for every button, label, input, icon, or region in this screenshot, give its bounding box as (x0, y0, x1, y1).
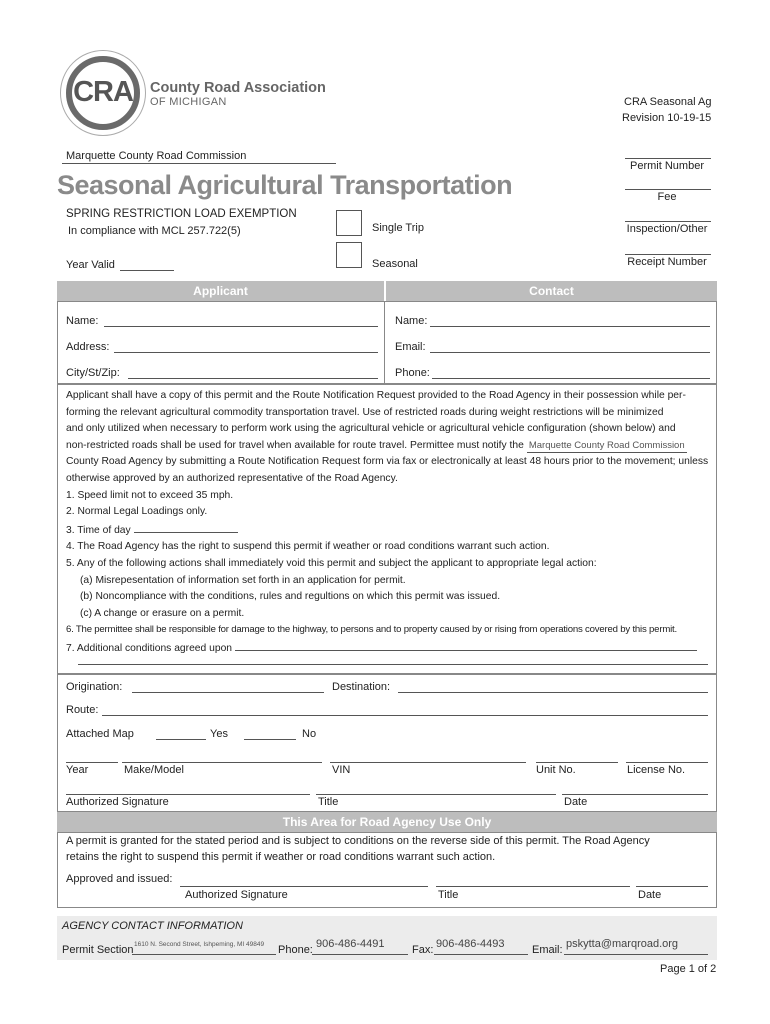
condition-item (66, 639, 716, 658)
applicant-address-label: Address: (66, 341, 110, 353)
make-model-field[interactable] (122, 762, 322, 763)
destination-label: Destination: (332, 681, 391, 693)
email-label: Email: (532, 944, 563, 956)
logo-text: CRA (73, 76, 133, 108)
form-revision: Revision 10-19-15 (622, 112, 712, 124)
year-field[interactable] (66, 762, 118, 763)
agency-signature-label: Authorized Signature (185, 889, 288, 901)
contact-name-field[interactable] (430, 326, 710, 327)
receipt-label: Receipt Number (627, 256, 707, 268)
title-label: Title (318, 796, 339, 808)
route-label: Route: (66, 704, 99, 716)
year-label: Year (66, 764, 89, 776)
column-divider (384, 301, 385, 384)
condition-item: 1. Speed limit not to exceed 35 mph. (66, 489, 234, 501)
condition-item-text: 3. Time of day (66, 524, 131, 536)
applicant-city-field[interactable] (128, 378, 378, 379)
applicant-contact-box (57, 301, 717, 384)
phone-value: 906-486-4491 (316, 938, 385, 950)
org-name: County Road Association (150, 80, 326, 96)
condition-item-text: 7. Additional conditions agreed upon (66, 642, 233, 654)
seasonal-checkbox[interactable] (336, 242, 362, 268)
permit-section-field[interactable] (132, 954, 276, 955)
condition-item: 5. Any of the following actions shall immediately void this permit and subject the applicant to appropriate legal action: (66, 557, 597, 569)
authorized-signature-label: Authorized Signature (66, 796, 169, 808)
subtitle: SPRING RESTRICTION LOAD EXEMPTION (66, 208, 297, 220)
unit-no-field[interactable] (536, 762, 618, 763)
time-of-day-field[interactable] (134, 521, 238, 533)
title-field[interactable] (316, 794, 556, 795)
applicant-heading: Applicant (57, 281, 384, 301)
terms-text (66, 388, 716, 658)
route-field[interactable] (102, 715, 708, 716)
agency-date-label: Date (638, 889, 662, 901)
fax-label: Fax: (412, 944, 434, 956)
condition-item: 4. The Road Agency has the right to suspend this permit if weather or road conditions warrant such action. (66, 541, 550, 553)
phone-field[interactable] (312, 954, 408, 955)
license-no-field[interactable] (626, 762, 708, 763)
make-model-label: Make/Model (124, 764, 184, 776)
fee-label: Fee (657, 191, 677, 203)
terms-line (66, 438, 716, 455)
terms-line: County Road Agency by submitting a Route Notification Request form via fax or electronically at least 48 hours prior to the movement; unless (66, 456, 709, 468)
authorized-signature-field[interactable] (66, 794, 310, 795)
condition-subitem: (a) Misrepesentation of information set forth in an application for permit. (80, 574, 406, 586)
additional-conditions-line-2[interactable] (78, 664, 708, 665)
contact-name-label: Name: (395, 315, 428, 327)
contact-heading: Contact (386, 281, 717, 301)
agency-signature-field[interactable] (180, 886, 428, 887)
map-no-label: No (302, 728, 317, 740)
fee-field[interactable] (625, 189, 711, 190)
year-valid-field[interactable] (120, 270, 174, 271)
condition-item: 6. The permittee shall be responsible for damage to the highway, to persons and to property caused by or rising from operations covered by this permit. (66, 624, 677, 636)
license-no-label: License No. (627, 764, 686, 776)
agency-use-text-1: A permit is granted for the stated period and is subject to conditions on the reverse side of this permit. The Road Agency (66, 835, 650, 847)
permit-number-label: Permit Number (630, 160, 704, 172)
permit-section-label: Permit Section (62, 944, 134, 956)
applicant-name-field[interactable] (104, 326, 378, 327)
seasonal-label: Seasonal (372, 258, 418, 270)
inspection-label: Inspection/Other (626, 223, 708, 235)
terms-line: and only utilized when necessary to perform work using the agricultural vehicle or agricultural vehicle configuration (shown below) and (66, 423, 676, 435)
email-value: pskytta@marqroad.org (566, 938, 679, 950)
condition-subitem: (b) Noncompliance with the conditions, rules and regultions on which this permit was issued. (80, 591, 501, 603)
terms-line: otherwise approved by an authorized representative of the Road Agency. (66, 472, 398, 484)
agency-title-field[interactable] (436, 886, 630, 887)
year-valid-label: Year Valid (66, 259, 115, 271)
vin-field[interactable] (330, 762, 526, 763)
contact-email-label: Email: (395, 341, 426, 353)
org-subtitle: OF MICHIGAN (150, 96, 227, 108)
single-trip-checkbox[interactable] (336, 210, 362, 236)
agency-use-text-2: retains the right to suspend this permit if weather or road conditions warrant such action. (66, 851, 496, 863)
map-no-field[interactable] (244, 739, 296, 740)
applicant-city-label: City/St/Zip: (66, 367, 120, 379)
contact-phone-field[interactable] (432, 378, 710, 379)
agency-use-heading: This Area for Road Agency Use Only (57, 812, 717, 832)
map-yes-field[interactable] (156, 739, 206, 740)
agency-title-label: Title (438, 889, 459, 901)
commission-name: Marquette County Road Commission (66, 150, 247, 162)
fax-value: 906-486-4493 (436, 938, 505, 950)
page-number: Page 1 of 2 (660, 963, 717, 975)
condition-item: 2. Normal Legal Loadings only. (66, 506, 208, 518)
terms-line: forming the relevant agricultural commodity transportation travel. Use of restricted roads during weight restrictions will be minimized (66, 406, 664, 418)
contact-phone-label: Phone: (395, 367, 430, 379)
origination-field[interactable] (132, 692, 324, 693)
additional-conditions-field[interactable] (235, 639, 697, 651)
fax-field[interactable] (434, 954, 528, 955)
agency-date-field[interactable] (636, 886, 708, 887)
unit-no-label: Unit No. (536, 764, 576, 776)
route-box (57, 674, 717, 812)
agency-contact-heading: AGENCY CONTACT INFORMATION (62, 920, 243, 932)
destination-field[interactable] (398, 692, 708, 693)
attached-map-label: Attached Map (66, 728, 134, 740)
condition-item (66, 521, 716, 540)
origination-label: Origination: (66, 681, 123, 693)
applicant-name-label: Name: (66, 315, 99, 327)
condition-subitem: (c) A change or erasure on a permit. (80, 607, 245, 619)
terms-line: Applicant shall have a copy of this permit and the Route Notification Request provided to the Road Agency in their possession while per- (66, 390, 686, 401)
single-trip-label: Single Trip (372, 222, 424, 234)
email-field[interactable] (564, 954, 708, 955)
inspection-field[interactable] (625, 221, 711, 222)
page-title: Seasonal Agricultural Transportation (57, 170, 513, 200)
notify-agency-field[interactable]: Marquette County Road Commission (527, 439, 687, 453)
permit-section-address: 1610 N. Second Street, Ishpeming, MI 49849 (134, 941, 265, 948)
receipt-field[interactable] (625, 254, 711, 255)
vin-label: VIN (332, 764, 351, 776)
phone-label: Phone: (278, 944, 313, 956)
commission-line (62, 163, 336, 164)
applicant-address-field[interactable] (114, 352, 378, 353)
date-field[interactable] (562, 794, 708, 795)
contact-email-field[interactable] (430, 352, 710, 353)
approved-issued-label: Approved and issued: (66, 873, 173, 885)
date-label: Date (564, 796, 588, 808)
terms-line-text: non-restricted roads shall be used for travel when available for route travel. Permittee must notify the (66, 439, 524, 451)
map-yes-label: Yes (210, 728, 228, 740)
permit-number-field[interactable] (625, 158, 711, 159)
form-id: CRA Seasonal Ag (624, 96, 712, 108)
compliance-note: In compliance with MCL 257.722(5) (68, 225, 241, 237)
